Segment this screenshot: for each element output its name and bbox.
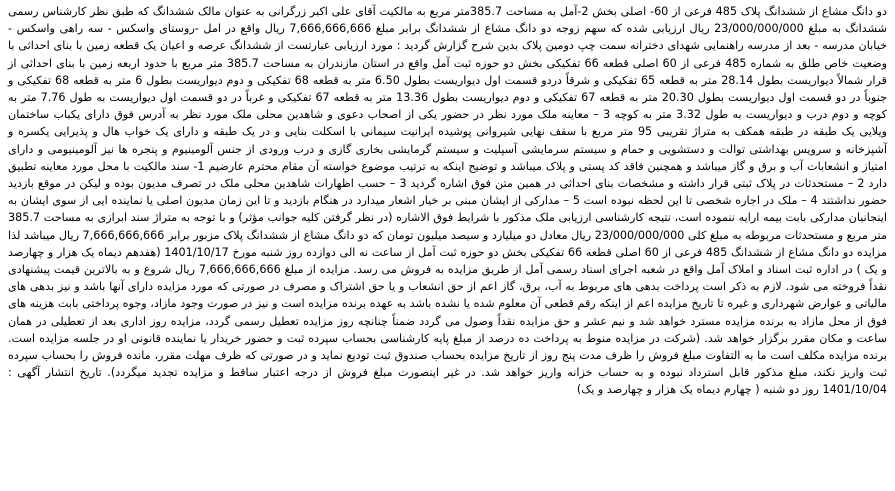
notice-body: دو دانگ مشاع از ششدانگ پلاک 485 فرعی از 60- اصلی بخش 2-آمل به مساحت 385.7متر مربع به مالکیت آقای علی اکبر زرگرانی به عنوان مالک ششدانگ که طبق نظر کارشناس رسمی ششدانگ به مبلغ 23/000/000/000 ریال ارزیابی شده که سهم زوجه دو دانگ مشاع از ششدانگ برابر مبلغ 7,666,666,666 ریال واقع در امل -روستای واسکس - سه راهی واسکس - خیابان مدرسه - بعد از مدرسه راهنمایی شهدای دخترانه سمت چپ دومین پلاک بدین شرح گزارش گردید : مورد ارزیابی عبارتست از ششدانگ عرصه و اعیان یک قطعه زمین با بنای احداثی با وضعیت خاص طلق به شماره 485 فرعی از 60 اصلی قطعه 66 تفکیکی بخش دو حوزه ثبت آمل واقع در استان مازندران به مساحت 385.7 متر مربع با حدود اربعه زمین با بنای احداثی از قرار شمالاً دیواریست بطول 28.14 متر به قطعه 65 تفکیکی و شرقاً دردو قسمت اول دیواریست بطول 6.50 متر به قطعه 68 تفکیکی و دوم دیواریست بطول 6 متر به قطعه 68 تفکیکی و جنوباً در دو قسمت اول دیواریست بطول 20.30 متر به قطعه 67 تفکیکی و دوم دیواریست بطول 13.36 متر به قطعه 67 تفکیکی و غرباً در دو قسمت اول دیواریست به طول 7.76 متر به کوچه و دوم درب و دیواریست به طول 3.32 متر به کوچه 3 – معاینه ملک مورد نظر در حضور یکی از اصحاب دعوی و شاهدین محلی ملک مورد نظر به آدرس فوق دارای یکباب ساختمان ویلایی یک طبقه در طبقه همکف به متراژ تقریبی 95 متر مربع با سقف نهایی شیروانی پوشیده ایرانیت سیمانی با اسکلت بنایی و در یک طبقه و دارای یک خواب هال و پذیرایی یکسره و آشپزخانه و سرویس بهداشتی توالت و دستشویی و حمام و سیستم سرمایشی آسپلیت و سیستم گرمایشی بخاری گازی و درب ورودی از جنس آلومینیوم و پنجره ها نیز آلومینیومی و دارای امتیاز و انشعابات آب و برق و گاز میباشد و همچنین فاقد کد پستی و پلاک میباشد و توضیح اینکه به ترتیب موضوع خواسته آن مقام محترم عارضیم 1- سند مالکیت با محل مورد معاینه تطبیق دارد 2 – مستحدثات در پلاک ثبتی قرار داشته و مشخصات بنای احداثی در همین متن فوق اشاره گردید 3 – حسب اظهارات شاهدین محلی ملک در تصرف مدیون بوده و لیکن در موقع بازدید حضور نداشتند 4 – ملک در اجاره شخصی تا این لحظه نبوده است 5 – مدارکی از ایشان مبنی بر خیار اشعار میدارد در هنگام بازدید و تا این زمان مدیون اصلی یا نماینده ایی از سوی ایشان به اینجانبان مدارکی بابت بیمه ارایه ننموده است، نتیجه کارشناسی ارزیابی ملک مذکور با شرایط فوق الاشاره (در نظر گرفتن کلیه جوانب مؤثر) و با توجه به متراژ سند ابرازی به مساحت 385.7 متر مربع و مستحدثات مربوطه به مبلغ کلی 23/000/000/000 ریال معادل دو میلیارد و سیصد میلیون تومان که دو دانگ مشاع از ششدانگ پلاک مزبور برابر 7,666,666,666 ریال میباشد لذا مزایده دو دانگ مشاع از ششدانگ 485 فرعی از 60 اصلی قطعه 66 تفکیکی بخش دو حوزه ثبت آمل از ساعت نه الی دوازده روز شنبه مورخ 1401/10/17 (هفدهم دیماه یک هزار و چهارصد و یک ) در اداره ثبت اسناد و املاک آمل واقع در شعبه اجرای اسناد رسمی آمل از طریق مزایده به فروش می رسد. مزایده از مبلغ 7,666,666,666 ریال شروع و به بالاترین قیمت پیشنهادی نقداً فروخته می شود. لازم به ذکر است پرداخت بدهی های مربوط به آب، برق، گاز اعم از حق انشعاب و یا حق اشتراک و مصرف در صورتی که مورد مزایده دارای آنها باشد و نیز بدهی های مالیاتی و عوارض شهرداری و غیره تا تاریخ مزایده اعم از اینکه رقم قطعی آن معلوم شده یا نشده باشد به عهده برنده مزایده است و نیز در صورت وجود مازاد، وجوه پرداختی بابت هزینه های فوق از محل مازاد به برنده مزایده مسترد خواهد شد و نیم عشر و حق مزایده نقداً وصول می گردد ضمناً چنانچه روز مزایده تعطیل رسمی گردد، مزایده روز اداری بعد از تعطیلی در همان ساعت و مکان مقرر برگزار خواهد شد. (شرکت در مزایده منوط به پرداخت ده درصد از مبلغ پایه کارشناسی بحساب سپرده ثبت و حضور خریدار یا نماینده قانونی او در جلسه مزایده است. برنده مزایده مکلف است ما به التفاوت مبلغ فروش را ظرف مدت پنج روز از تاریخ مزایده بحساب صندوق ثبت تودیع نماید و در صورتی که ظرف مهلت مقرر، مانده فروش را بحساب سپرده ثبت واریز نکند، مبلغ مذکور قابل استرداد نبوده و به حساب خزانه واریز خواهد شد. در غیر اینصورت مبلغ فروش از درجه اعتبار ساقط و مزایده تجدید میگردد). تاریخ انتشار آگهی : 1401/10/04 روز دو شنبه ( چهارم دیماه یک هزار و چهارصد و یک) <box>8 5 888 397</box>
auction-notice-text <box>8 3 887 399</box>
